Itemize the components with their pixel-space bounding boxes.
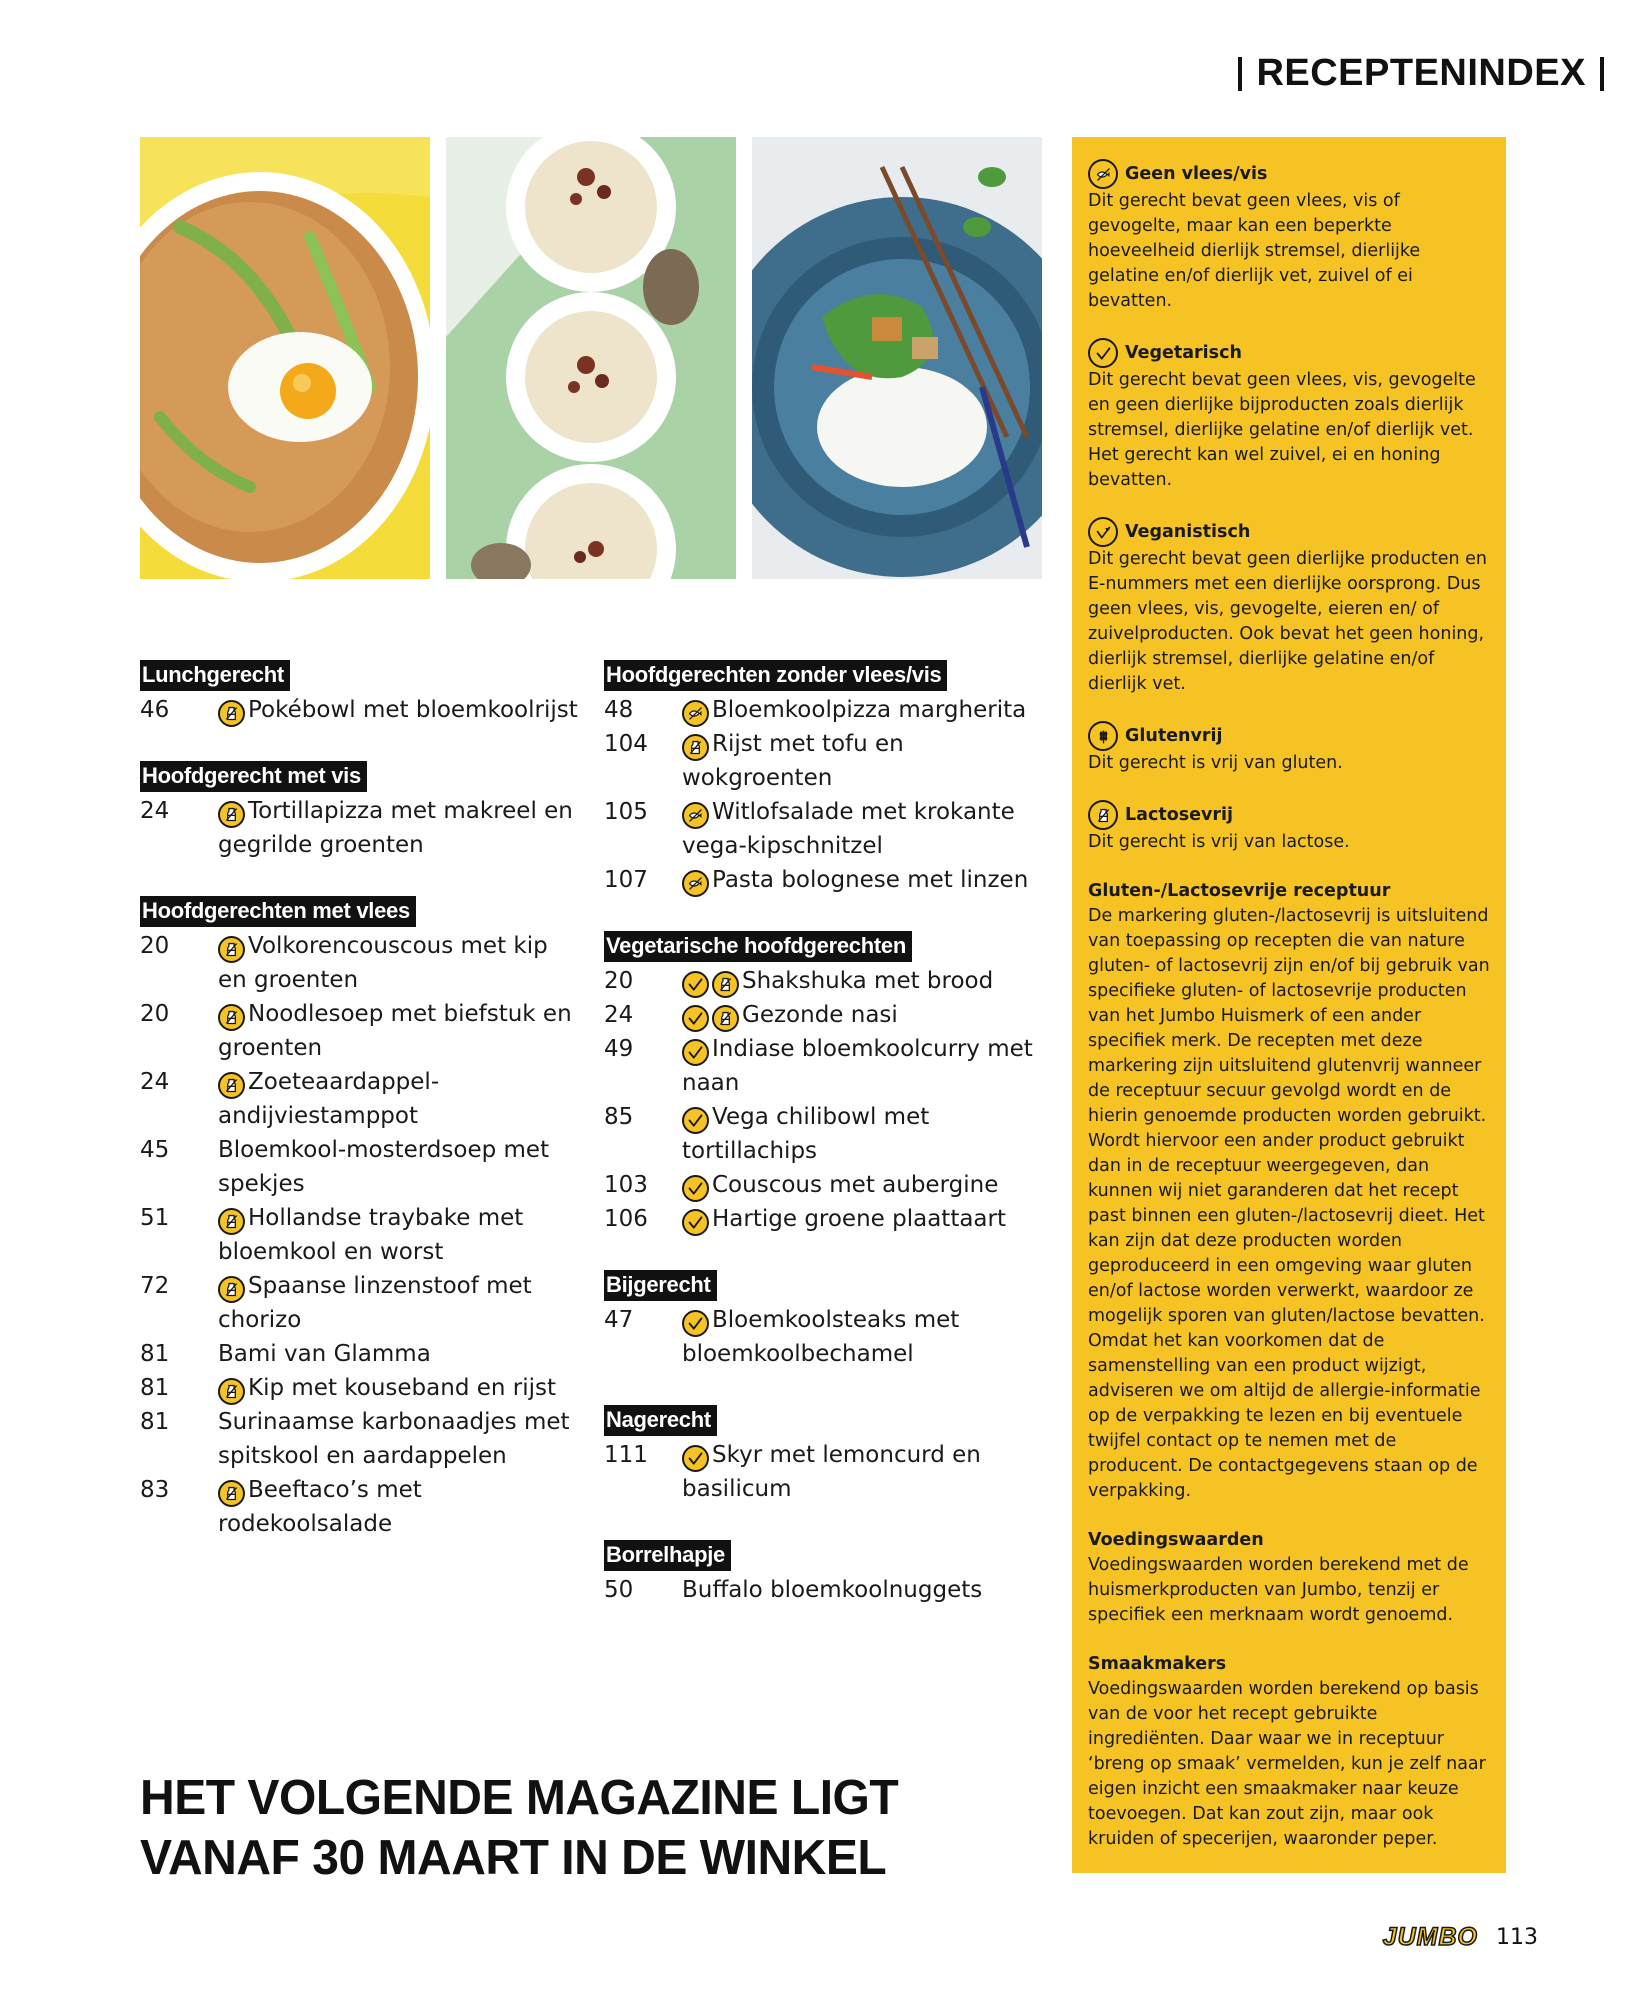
recipe-name: Shakshuka met brood (742, 968, 994, 994)
recipe-name-wrap (218, 1133, 580, 1201)
recipe-entry[interactable] (604, 1202, 1044, 1236)
recipe-entry[interactable] (604, 1438, 1044, 1506)
recipe-page-number: 24 (140, 798, 170, 824)
vegetarian-icon (682, 1107, 709, 1134)
recipe-name-wrap (218, 693, 580, 727)
lactose-free-icon (712, 1005, 739, 1032)
recipe-entry[interactable] (140, 1133, 580, 1201)
legend-item (1088, 159, 1490, 314)
recipe-name: Gezonde nasi (742, 1002, 898, 1028)
recipe-index-right-column (604, 660, 1044, 1641)
note-title: Gluten-/Lactosevrije receptuur (1088, 881, 1391, 901)
recipe-name-wrap (218, 1473, 580, 1541)
recipe-name-wrap (218, 1371, 580, 1405)
legend-item (1088, 721, 1490, 776)
legend-description: Dit gerecht bevat geen dierlijke producten en E-nummers met een dierlijke oorsprong. Dus geen vlees, vis, gevogelte, eieren en/ of zuivelproducten. Ook bevat het geen honing, dierlijk stremsel, dierlijke gelatine en/of dierlijk vet. (1088, 549, 1487, 694)
index-section (140, 761, 580, 862)
no-meat-fish-icon (1088, 159, 1118, 189)
notes-list (1088, 879, 1490, 1852)
recipe-name: Zoeteaardappel-andijviestamppot (218, 1069, 440, 1129)
recipe-page-number: 20 (140, 933, 170, 959)
section-title: Vegetarische hoofdgerechten (604, 931, 912, 962)
recipe-name: Rijst met tofu en wokgroenten (682, 731, 904, 791)
recipe-page-number: 20 (140, 1001, 170, 1027)
recipe-page-number: 46 (140, 697, 170, 723)
vegetarian-icon (682, 1039, 709, 1066)
recipe-page-number: 20 (604, 968, 634, 994)
recipe-page-number: 48 (604, 697, 634, 723)
vegetarian-icon (1088, 338, 1118, 368)
recipe-page-number: 105 (604, 799, 648, 825)
section-title: Borrelhapje (604, 1540, 731, 1571)
recipe-name-wrap (218, 1405, 580, 1473)
recipe-name: Volkorencouscous met kip en groenten (218, 933, 548, 993)
recipe-page-number: 81 (140, 1409, 170, 1435)
note-block (1088, 1528, 1490, 1628)
legend-heading (1088, 800, 1490, 830)
recipe-name: Tortillapizza met makreel en gegrilde groenten (218, 798, 573, 858)
no-meat-fish-icon (682, 700, 709, 727)
index-section (604, 931, 1044, 1236)
lactose-free-icon (218, 801, 245, 828)
recipe-entry[interactable] (140, 929, 580, 997)
recipe-name: Skyr met lemoncurd en basilicum (682, 1442, 981, 1502)
next-issue-announcement (140, 1768, 898, 1888)
recipe-name: Bami van Glamma (218, 1341, 431, 1367)
section-title: Hoofdgerechten met vlees (140, 896, 416, 927)
note-title: Smaakmakers (1088, 1654, 1227, 1674)
no-meat-fish-icon (682, 802, 709, 829)
section-title: Hoofdgerechten zonder vlees/vis (604, 660, 947, 691)
recipe-page-number: 81 (140, 1341, 170, 1367)
legend-title: Lactosevrij (1125, 804, 1234, 825)
legend-description: Dit gerecht is vrij van lactose. (1088, 832, 1350, 852)
note-block (1088, 879, 1490, 1504)
recipe-entry[interactable] (604, 1032, 1044, 1100)
recipe-entry[interactable] (140, 1201, 580, 1269)
header-divider (1238, 57, 1242, 91)
legend-title: Veganistisch (1125, 521, 1251, 542)
recipe-index-left-column (140, 660, 580, 1575)
recipe-page-number: 104 (604, 731, 648, 757)
vegetarian-icon (682, 1005, 709, 1032)
recipe-page-number: 51 (140, 1205, 170, 1231)
legend-title: Geen vlees/vis (1125, 163, 1268, 184)
header-divider (1600, 57, 1604, 91)
page-header (1238, 52, 1604, 95)
recipe-name-wrap (218, 1065, 580, 1133)
section-title: Hoofdgerecht met vis (140, 761, 367, 792)
lactose-free-icon (1088, 800, 1118, 830)
legend-description: Dit gerecht is vrij van gluten. (1088, 753, 1343, 773)
lactose-free-icon (218, 1480, 245, 1507)
recipe-name: Bloemkoolsteaks met bloemkoolbechamel (682, 1307, 960, 1367)
recipe-page-number: 24 (140, 1069, 170, 1095)
vegetarian-icon (682, 1310, 709, 1337)
legend-item (1088, 517, 1490, 697)
note-block (1088, 1652, 1490, 1852)
recipe-name-wrap (218, 1269, 580, 1337)
recipe-name: Bloemkoolpizza margherita (712, 697, 1027, 723)
photo-soup (446, 137, 736, 579)
recipe-name: Hartige groene plaattaart (712, 1206, 1007, 1232)
legend-list (1088, 159, 1490, 855)
jumbo-logo: JUMBO (1382, 1923, 1478, 1951)
recipe-name: Surinaamse karbonaadjes met spitskool en aardappelen (218, 1409, 570, 1469)
recipe-name: Hollandse traybake met bloemkool en worst (218, 1205, 524, 1265)
note-text: Voedingswaarden worden berekend op basis van de voor het recept gebruikte ingrediënten. Daar waar we in receptuur ‘breng op smaak’ vermelden, kun je zelf naar eigen inzicht een smaakmaker naar keuze toevoegen. Dat kan zout zijn, maar ook kruiden of specerijen, waaronder peper. (1088, 1679, 1486, 1849)
recipe-name-wrap (682, 1303, 1044, 1371)
lactose-free-icon (712, 971, 739, 998)
legend-heading (1088, 721, 1490, 751)
recipe-entry[interactable] (604, 1303, 1044, 1371)
legend-heading (1088, 517, 1490, 547)
recipe-entry[interactable] (604, 1573, 1044, 1607)
note-text: Voedingswaarden worden berekend met de huismerkproducten van Jumbo, tenzij er specifiek een merknaam wordt genoemd. (1088, 1555, 1469, 1625)
recipe-name-wrap (218, 997, 580, 1065)
recipe-name: Pokébowl met bloemkoolrijst (248, 697, 578, 723)
recipe-name: Kip met kouseband en rijst (248, 1375, 557, 1401)
recipe-page-number: 81 (140, 1375, 170, 1401)
recipe-name-wrap (682, 863, 1044, 897)
recipe-entry[interactable] (604, 964, 1044, 998)
recipe-name-wrap (682, 998, 1044, 1032)
recipe-entry[interactable] (604, 1168, 1044, 1202)
no-meat-fish-icon (682, 870, 709, 897)
recipe-entry[interactable] (140, 1337, 580, 1371)
vegan-icon (1088, 517, 1118, 547)
index-section (140, 660, 580, 727)
recipe-name-wrap (682, 1100, 1044, 1168)
section-title: Nagerecht (604, 1405, 717, 1436)
recipe-entry[interactable] (140, 693, 580, 727)
recipe-entry[interactable] (604, 795, 1044, 863)
legend-item (1088, 800, 1490, 855)
recipe-name-wrap (682, 1202, 1044, 1236)
announcement-line-2: VANAF 30 MAART IN DE WINKEL (140, 1831, 887, 1885)
recipe-name-wrap (218, 1201, 580, 1269)
recipe-name-wrap (682, 964, 1044, 998)
recipe-page-number: 45 (140, 1137, 170, 1163)
recipe-page-number: 85 (604, 1104, 634, 1130)
recipe-name: Pasta bolognese met linzen (712, 867, 1029, 893)
index-section (604, 1405, 1044, 1506)
recipe-entry[interactable] (604, 1100, 1044, 1168)
recipe-name-wrap (682, 1168, 1044, 1202)
legend-heading (1088, 338, 1490, 368)
page-number: 113 (1496, 1925, 1538, 1950)
vegetarian-icon (682, 971, 709, 998)
recipe-entry[interactable] (604, 727, 1044, 795)
recipe-page-number: 83 (140, 1477, 170, 1503)
legend-item (1088, 338, 1490, 493)
index-section (604, 1270, 1044, 1371)
lactose-free-icon (218, 700, 245, 727)
index-section (140, 896, 580, 1541)
recipe-name: Indiase bloemkoolcurry met naan (682, 1036, 1033, 1096)
page-footer (1383, 1923, 1538, 1952)
recipe-entry[interactable] (604, 863, 1044, 897)
recipe-name: Bloemkool-mosterdsoep met spekjes (218, 1137, 550, 1197)
recipe-page-number: 50 (604, 1577, 634, 1603)
page-title: RECEPTENINDEX (1256, 52, 1586, 94)
note-text: De markering gluten-/lactosevrij is uitsluitend van toepassing op recepten die van nature gluten- of lactosevrij zijn en/of bij gebruik van specifieke gluten- of lactosevrije producten van het Jumbo Huismerk of een ander specifiek merk. De recepten met deze markering zijn uitsluitend glutenvrij wanneer de receptuur secuur gevolgd wordt en de hierin genoemde producten worden gebruikt. Wordt hiervoor een ander product gebruikt dan in de receptuur weergegeven, dan kunnen wij niet garanderen dat het recept past binnen een gluten-/lactosevrij dieet. Het kan zijn dat deze producten worden geproduceerd in een omgeving waar gluten en/of lactose worden verwerkt, waardoor ze mogelijk sporen van gluten/lactose bevatten. Omdat het kan voorkomen dat de samenstelling van een product wijzigt, adviseren we om altijd de allergie-informatie op de verpakking te lezen en bij eventuele twijfel contact op te nemen met de producent. De contactgegevens staan op de verpakking. (1088, 906, 1490, 1501)
recipe-name-wrap (682, 1438, 1044, 1506)
recipe-name-wrap (682, 1032, 1044, 1100)
section-title: Bijgerecht (604, 1270, 717, 1301)
recipe-page-number: 103 (604, 1172, 648, 1198)
recipe-entry[interactable] (140, 1269, 580, 1337)
recipe-entry[interactable] (140, 794, 580, 862)
recipe-page-number: 49 (604, 1036, 634, 1062)
recipe-page-number: 24 (604, 1002, 634, 1028)
index-section (604, 660, 1044, 897)
recipe-entry[interactable] (140, 1473, 580, 1541)
recipe-page-number: 72 (140, 1273, 170, 1299)
lactose-free-icon (218, 1208, 245, 1235)
recipe-entry[interactable] (140, 997, 580, 1065)
recipe-name-wrap (218, 929, 580, 997)
recipe-name: Beeftaco’s met rodekoolsalade (218, 1477, 422, 1537)
lactose-free-icon (218, 936, 245, 963)
legend-title: Glutenvrij (1125, 725, 1223, 746)
recipe-name-wrap (682, 1573, 1044, 1607)
recipe-page-number: 111 (604, 1442, 648, 1468)
vegetarian-icon (682, 1445, 709, 1472)
lactose-free-icon (218, 1004, 245, 1031)
recipe-page-number: 106 (604, 1206, 648, 1232)
gluten-free-icon (1088, 721, 1118, 751)
recipe-name: Noodlesoep met biefstuk en groenten (218, 1001, 572, 1061)
vegetarian-icon (682, 1209, 709, 1236)
legend-description: Dit gerecht bevat geen vlees, vis, gevogelte en geen dierlijke bijproducten zoals dierlijk stremsel, dierlijke gelatine en/of dierlijk vet. Het gerecht kan wel zuivel, ei en honing bevatten. (1088, 370, 1476, 490)
recipe-entry[interactable] (140, 1065, 580, 1133)
recipe-name: Witlofsalade met krokante vega-kipschnitzel (682, 799, 1015, 859)
recipe-entry[interactable] (140, 1405, 580, 1473)
recipe-entry[interactable] (604, 693, 1044, 727)
recipe-page-number: 47 (604, 1307, 634, 1333)
recipe-name-wrap (682, 727, 1044, 795)
note-title: Voedingswaarden (1088, 1530, 1264, 1550)
recipe-name: Couscous met aubergine (712, 1172, 999, 1198)
recipe-name: Buffalo bloemkoolnuggets (682, 1577, 983, 1603)
vegetarian-icon (682, 1175, 709, 1202)
lactose-free-icon (682, 734, 709, 761)
lactose-free-icon (218, 1072, 245, 1099)
recipe-name-wrap (682, 693, 1044, 727)
lactose-free-icon (218, 1276, 245, 1303)
legend-title: Vegetarisch (1125, 342, 1242, 363)
recipe-entry[interactable] (604, 998, 1044, 1032)
legend-sidebar (1072, 137, 1506, 1873)
announcement-line-1: HET VOLGENDE MAGAZINE LIGT (140, 1771, 899, 1825)
index-section (604, 1540, 1044, 1607)
photo-pokebowl (140, 137, 430, 579)
recipe-name: Spaanse linzenstoof met chorizo (218, 1273, 532, 1333)
recipe-name: Vega chilibowl met tortillachips (682, 1104, 930, 1164)
recipe-page-number: 107 (604, 867, 648, 893)
lactose-free-icon (218, 1378, 245, 1405)
recipe-name-wrap (218, 1337, 580, 1371)
recipe-name-wrap (218, 794, 580, 862)
section-title: Lunchgerecht (140, 660, 290, 691)
recipe-entry[interactable] (140, 1371, 580, 1405)
legend-heading (1088, 159, 1490, 189)
photo-rice-bowl (752, 137, 1042, 579)
legend-description: Dit gerecht bevat geen vlees, vis of gevogelte, maar kan een beperkte hoeveelheid dierlijk stremsel, dierlijke gelatine en/of dierlijk vet, zuivel of ei bevatten. (1088, 191, 1421, 311)
recipe-name-wrap (682, 795, 1044, 863)
